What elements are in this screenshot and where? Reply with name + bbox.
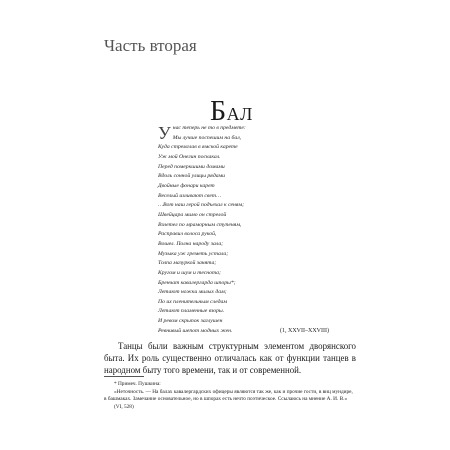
footnote-line: «Неточность. — На балах кавалергардских офицеры являются так же, как и прочие гости, в виц мундире, в башмаках. Замечание основательное, но в шпорах есть нечто поэтическое. Ссылаюсь на мнение А. И. В.»	[104, 388, 353, 403]
footnotes	[104, 381, 354, 411]
poem-line: Вдоль сонной улицы рядами	[158, 173, 226, 180]
poem	[158, 124, 318, 336]
footnote-divider	[104, 376, 144, 377]
poem-reference: (1, XXVII–XXVIII)	[280, 328, 329, 334]
footnote-line: * Примеч. Пушкина:	[114, 381, 161, 387]
poem-line: Швейцара мимо он стрелой	[158, 211, 227, 218]
poem-line: Перед померкшими домами	[158, 163, 225, 170]
poem-line: Взлетел по мраморным ступеням,	[158, 221, 242, 228]
poem-line: Двойные фонари карет	[158, 182, 215, 189]
poem-line: Куда стремглав в ямской карете	[158, 144, 238, 151]
poem-line: Толпа мазуркой занята;	[158, 260, 217, 267]
poem-line: Летают пламенные взоры.	[158, 308, 225, 315]
poem-line: Ревнивый шепот модных жен.	[158, 327, 233, 334]
poem-line: Уж мой Онегин поскакал.	[158, 153, 221, 160]
poem-line: нас теперь не то в предмете:	[172, 125, 246, 131]
part-title: Часть вторая	[104, 36, 197, 55]
poem-line: Вошел. Полна народу зала;	[158, 240, 224, 247]
body-paragraph: Танцы были важным структурным элементом дворянского быта. Их роль существенно отличалась как от функции танцев в народном быту того времени, так и от современной.	[104, 341, 356, 376]
poem-line: Кругом и шум и теснота;	[158, 269, 221, 276]
poem-line: Расправил волоса рукой,	[158, 231, 217, 238]
chapter-title-rest: АЛ	[226, 104, 253, 124]
poem-line: Летают ножки милых дам;	[158, 289, 227, 296]
poem-line: По их пленительным следам	[158, 298, 227, 305]
chapter-title-cap: Б	[210, 96, 227, 127]
poem-line: Музыка уж греметь устала;	[158, 250, 229, 257]
body-text	[104, 340, 356, 377]
poem-line: И ревом скрыпок заглушен	[158, 318, 223, 325]
poem-dropcap: У	[158, 123, 171, 143]
poem-line: Бренчат кавалергарда шпоры*;	[158, 279, 236, 286]
poem-line: …Вот наш герой подъехал к сеням;	[158, 202, 245, 209]
poem-line: Мы лучше поспешим на бал,	[172, 134, 242, 141]
footnote-line: (VI, 528)	[114, 403, 134, 410]
poem-line: Веселый изливают свет…	[158, 192, 222, 199]
